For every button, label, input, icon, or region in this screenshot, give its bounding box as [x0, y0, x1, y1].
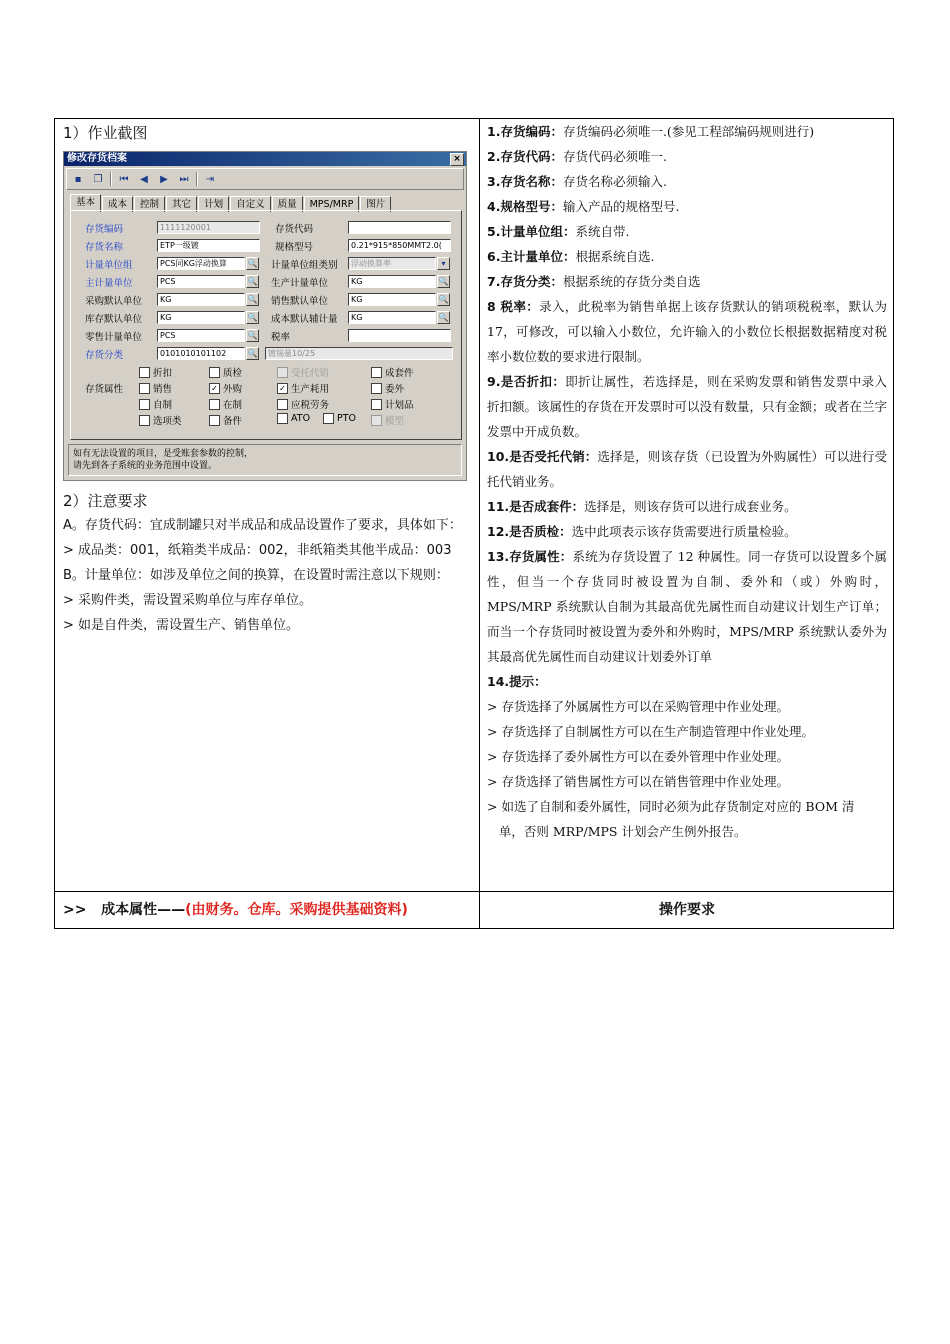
checkbox-purchased[interactable]: ✓ 外购 — [209, 381, 242, 395]
next-record-icon[interactable]: ▶ — [160, 173, 168, 185]
checkbox-option-class[interactable]: 选项类 — [139, 413, 182, 427]
check-icon[interactable]: ✓ — [209, 383, 220, 394]
note-paragraph: B。计量单位：如涉及单位之间的换算，在设置时需注意以下规则： — [63, 568, 449, 583]
checkbox-box — [277, 367, 288, 378]
checkbox-box[interactable] — [371, 383, 382, 394]
search-icon[interactable]: 🔍 — [247, 313, 258, 322]
checkbox-self-made[interactable]: 自制 — [139, 397, 172, 411]
checkbox-kit[interactable]: 成套件 — [371, 365, 414, 379]
checkbox-planned[interactable]: 计划品 — [371, 397, 414, 411]
cost-attribute-note: (由财务。仓库。采购提供基础资料) — [185, 902, 408, 918]
tip-line: > 存货选择了委外属性方可以在委外管理中作业处理。 — [487, 749, 789, 764]
retail-uom-input[interactable]: PCS — [157, 329, 245, 342]
purchase-uom-input[interactable]: KG — [157, 293, 245, 306]
checkbox-quality-check[interactable]: 质检 — [209, 365, 242, 379]
requirement-item: 13.存货属性：系统为存货设置了 12 种属性。同一存货可以设置多个属性，但当一个存货同时被设置为自制、委外和（或）外购时，MPS/MRP 系统默认自制为其最高优先属性而自动建议计划生产订单；而当一个存货同时被设置为委外和外购时，MPS/MRP 系统默认委外为其最高优先属性而自动建议计划委外订单 — [487, 549, 887, 664]
requirement-item: 14.提示： — [487, 674, 547, 689]
uom-group-input[interactable]: PCS同KG浮动换算 — [157, 257, 245, 270]
tip-line: > 存货选择了外属属性方可以在采购管理中作业处理。 — [487, 699, 789, 714]
requirement-item: 1.存货编码：存货编码必须唯一.(参见工程部编码规则进行) — [487, 124, 815, 139]
label-inv-code: 存货代码 — [275, 224, 314, 235]
uom-group-type-select[interactable]: 浮动换算率 — [348, 257, 436, 270]
requirement-item: 11.是否成套件：选择是，则该存货可以进行成套业务。 — [487, 499, 797, 514]
checkbox-box[interactable] — [277, 413, 288, 424]
operation-requirement-heading: 操作要求 — [659, 902, 715, 918]
first-record-icon[interactable]: ⏮ — [119, 173, 129, 185]
requirement-item: 3.存货名称：存货名称必须输入. — [487, 174, 667, 189]
dialog-toolbar — [66, 168, 464, 190]
checkbox-box[interactable] — [209, 367, 220, 378]
cost-uom-input[interactable]: KG — [348, 311, 436, 324]
tab-plan[interactable]: 计划 — [198, 196, 229, 212]
toolbar-separator — [196, 172, 198, 186]
checkbox-ato[interactable]: ATO — [277, 413, 310, 424]
label-tax: 税率 — [271, 332, 291, 343]
checkbox-sales[interactable]: 销售 — [139, 381, 172, 395]
checkbox-box[interactable] — [139, 383, 150, 394]
note-paragraph: A。存货代码：宜成制罐只对半成品和成品设置作了要求，具体如下： — [63, 518, 462, 533]
label-attributes: 存货属性 — [85, 384, 124, 395]
label-uom-group: 计量单位组 — [85, 260, 133, 271]
search-icon[interactable]: 🔍 — [247, 295, 258, 304]
label-name: 存货名称 — [85, 242, 124, 253]
document-table — [54, 118, 894, 929]
previous-record-icon[interactable]: ◀ — [140, 173, 148, 185]
check-icon[interactable]: ✓ — [277, 383, 288, 394]
label-production-uom: 生产计量单位 — [271, 278, 329, 289]
checkbox-discount[interactable]: 折扣 — [139, 365, 172, 379]
search-icon[interactable]: 🔍 — [247, 331, 258, 340]
label-main-uom: 主计量单位 — [85, 278, 133, 289]
note-paragraph: > 采购件类，需设置采购单位与库存单位。 — [63, 593, 313, 608]
section1-title: 1）作业截图 — [63, 124, 148, 142]
tab-cost[interactable]: 成本 — [102, 196, 133, 212]
tip-line: > 如选了自制和委外属性，同时必须为此存货制定对应的 BOM 清 — [487, 799, 855, 814]
dialog-status-bar — [68, 444, 462, 476]
search-icon[interactable]: 🔍 — [438, 313, 449, 322]
label-uom-group-type: 计量单位组类别 — [271, 260, 338, 271]
toolbar-separator — [110, 172, 112, 186]
cost-attribute-label: >> 成本属性—— — [63, 902, 186, 918]
name-input[interactable]: ETP一级镀 — [157, 239, 260, 252]
checkbox-box[interactable] — [371, 367, 382, 378]
checkbox-outsourced[interactable]: 委外 — [371, 381, 404, 395]
section2-title: 2）注意要求 — [63, 492, 148, 510]
basic-tab-panel — [70, 210, 462, 440]
label-sales-uom: 销售默认单位 — [271, 296, 329, 307]
label-category: 存货分类 — [85, 350, 124, 361]
requirement-item: 8 税率：录入，此税率为销售单据上该存货默认的销项税税率，默认为17，可修改，可以输入小数位，允许输入的小数位长根据数据精度对税率小数位数的要求进行限制。 — [487, 299, 887, 364]
left-column — [63, 121, 471, 638]
checkbox-box[interactable] — [371, 399, 382, 410]
checkbox-box[interactable] — [139, 399, 150, 410]
status-line-2: 请先到各子系统的业务范围中设置。 — [73, 461, 218, 471]
tab-control[interactable]: 控制 — [134, 196, 165, 212]
tab-quality[interactable]: 质量 — [272, 196, 303, 212]
checkbox-spare-part[interactable]: 备件 — [209, 413, 242, 427]
search-icon[interactable]: 🔍 — [247, 277, 258, 286]
search-icon[interactable]: 🔍 — [247, 349, 258, 358]
sales-uom-input[interactable]: KG — [348, 293, 436, 306]
cost-attribute-heading — [63, 891, 473, 929]
tab-picture[interactable]: 图片 — [360, 196, 391, 212]
requirement-item: 10.是否受托代销：选择是，则该存货（已设置为外购属性）可以进行受托代销业务。 — [487, 449, 887, 489]
tab-basic[interactable]: 基本 — [70, 194, 101, 212]
checkbox-box[interactable] — [209, 399, 220, 410]
label-cost-uom: 成本默认辅计量 — [271, 314, 338, 325]
category-name-display: 镀锡量10/25 — [265, 347, 453, 360]
inv-code-input[interactable] — [348, 221, 451, 234]
close-icon[interactable]: × — [450, 153, 464, 166]
tab-custom[interactable]: 自定义 — [230, 196, 271, 212]
code-input[interactable]: 1111120001 — [157, 221, 260, 234]
dialog-titlebar — [64, 152, 466, 166]
checkbox-consignment: 受托代销 — [277, 365, 329, 379]
exit-icon[interactable]: ⇥ — [205, 173, 215, 185]
requirement-item: 9.是否折扣：即折让属性，若选择是，则在采购发票和销售发票中录入折扣额。该属性的存货在开发票时可以没有数量，只有金额；或者在兰字发票中开成负数。 — [487, 374, 888, 439]
chevron-down-icon[interactable]: ▾ — [437, 257, 450, 270]
search-icon[interactable]: 🔍 — [438, 295, 449, 304]
status-line-1: 如有无法设置的项目，是受账套参数的控制， — [73, 449, 254, 459]
right-column — [487, 119, 887, 844]
tab-other[interactable]: 其它 — [166, 196, 197, 212]
checkbox-model: 模型 — [371, 413, 404, 427]
tip-line: 单，否则 MRP/MPS 计划会产生例外报告。 — [487, 824, 747, 839]
requirement-item: 7.存货分类：根据系统的存货分类自选 — [487, 274, 701, 289]
dialog-title: 修改存货档案 — [67, 153, 127, 164]
checkbox-box[interactable] — [323, 413, 334, 424]
checkbox-box[interactable] — [139, 415, 150, 426]
copy-icon[interactable]: ❐ — [93, 173, 103, 185]
label-retail-uom: 零售计量单位 — [85, 332, 143, 343]
search-icon[interactable]: 🔍 — [247, 259, 258, 268]
checkbox-box[interactable] — [139, 367, 150, 378]
column-divider — [479, 119, 480, 928]
production-uom-input[interactable]: KG — [348, 275, 436, 288]
requirement-item: 4.规格型号：输入产品的规格型号. — [487, 199, 680, 214]
requirement-item: 12.是否质检：选中此项表示该存货需要进行质量检验。 — [487, 524, 797, 539]
stock-uom-input[interactable]: KG — [157, 311, 245, 324]
tip-line: > 存货选择了自制属性方可以在生产制造管理中作业处理。 — [487, 724, 814, 739]
save-icon[interactable]: ▪ — [74, 173, 82, 185]
note-paragraph: > 如是自件类，需设置生产、销售单位。 — [63, 618, 300, 633]
tip-line: > 存货选择了销售属性方可以在销售管理中作业处理。 — [487, 774, 789, 789]
requirement-item: 2.存货代码：存货代码必须唯一. — [487, 149, 667, 164]
label-purchase-uom: 采购默认单位 — [85, 296, 143, 307]
requirement-item: 5.计量单位组：系统自带. — [487, 224, 630, 239]
checkbox-pto[interactable]: PTO — [323, 413, 356, 424]
label-stock-uom: 库存默认单位 — [85, 314, 143, 325]
checkbox-box[interactable] — [209, 415, 220, 426]
checkbox-taxable-service[interactable]: 应税劳务 — [277, 397, 329, 411]
spec-input[interactable]: 0.21*915*850MMT2.0( — [348, 239, 451, 252]
checkbox-box — [371, 415, 382, 426]
label-code: 存货编码 — [85, 224, 124, 235]
tab-mps-mrp[interactable]: MPS/MRP — [304, 196, 360, 212]
checkbox-production-use[interactable]: ✓ 生产耗用 — [277, 381, 329, 395]
last-record-icon[interactable]: ⏭ — [179, 173, 189, 185]
note-paragraph: > 成品类：001，纸箱类半成品：002，非纸箱类其他半成品：003 — [63, 543, 452, 558]
main-uom-input[interactable]: PCS — [157, 275, 245, 288]
category-input[interactable]: 0101010101102 — [157, 347, 245, 360]
inventory-dialog-screenshot — [63, 151, 467, 481]
tax-input[interactable] — [348, 329, 451, 342]
checkbox-box[interactable] — [277, 399, 288, 410]
search-icon[interactable]: 🔍 — [438, 277, 449, 286]
checkbox-in-process[interactable]: 在制 — [209, 397, 242, 411]
label-spec: 规格型号 — [275, 242, 314, 253]
requirement-item: 6.主计量单位：根据系统自选. — [487, 249, 655, 264]
